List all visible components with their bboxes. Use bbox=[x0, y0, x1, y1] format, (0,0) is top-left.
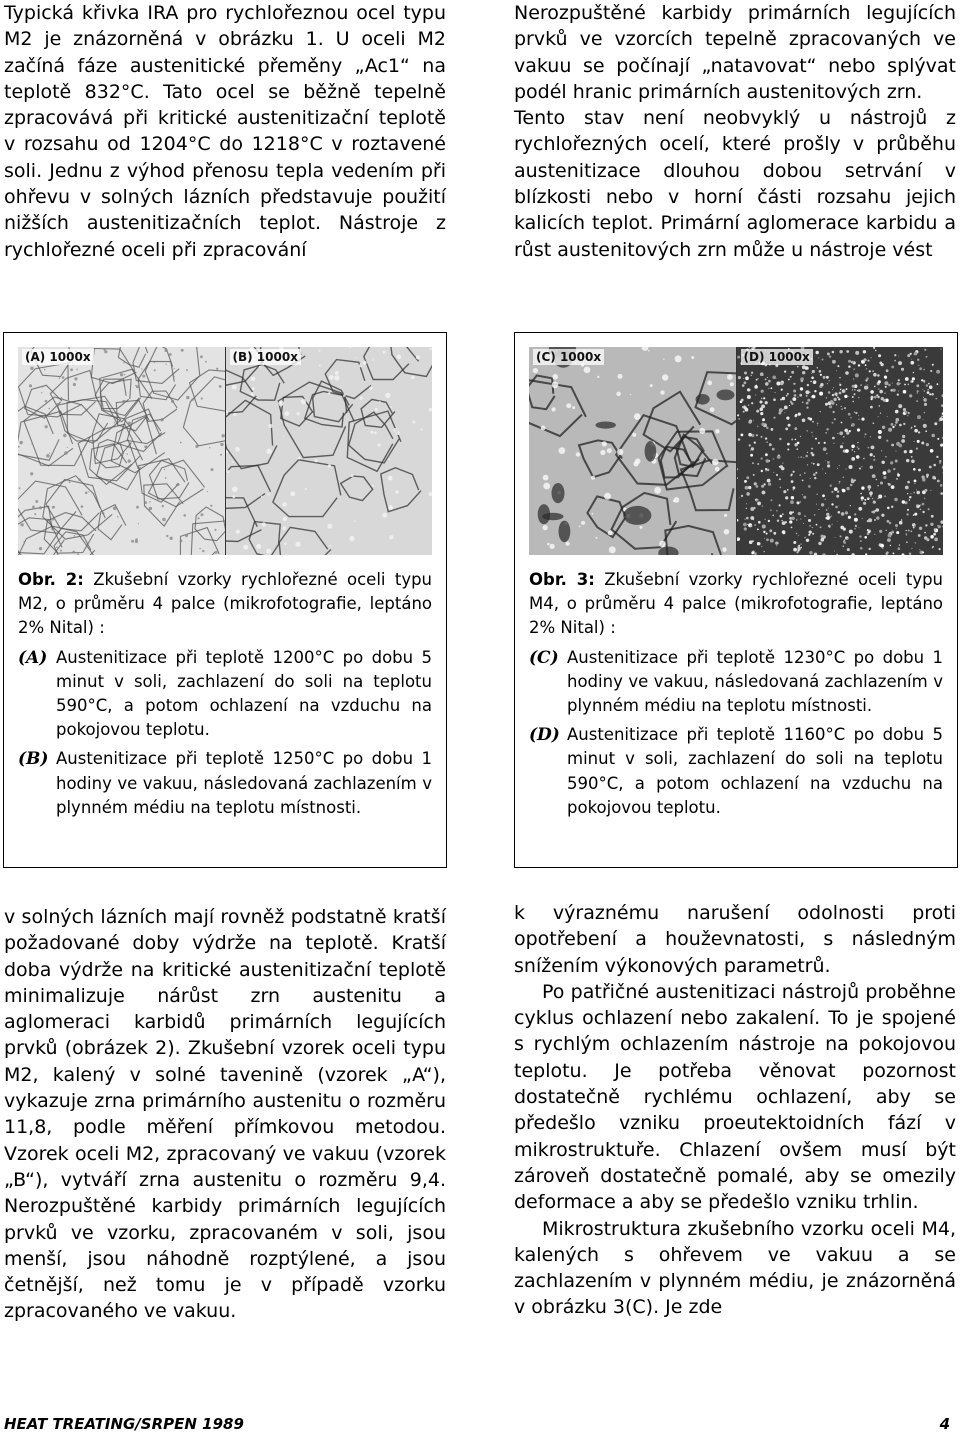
body-paragraph: Mikrostruktura zkušebního vzorku oceli M4, kalených s ohřevem ve vakuu a se zachlazením v plynném médiu, je znázorněná v obrázku 3(C). Je zde bbox=[514, 1217, 956, 1319]
caption-item-b bbox=[18, 747, 432, 820]
body-paragraph: Tento stav není neobvyklý u nástrojů z rychlořezných ocelí, které prošly v průběhu austenitizace dlouhou dobou setrvání v blízkosti nebo v horní části rozsahu jejich kalicích teplot. Primární aglomerace karbidu a růst austenitových zrn může u nástroje vést bbox=[514, 107, 956, 261]
figure-2 bbox=[3, 332, 447, 868]
figure-2-caption bbox=[18, 568, 432, 820]
body-paragraph: k výraznému narušení odolnosti proti opotřebení a houževnatosti, s následným snížením výkonových parametrů. bbox=[514, 902, 956, 977]
caption-item-c bbox=[529, 646, 943, 719]
figure-3 bbox=[514, 332, 958, 868]
caption-item-a bbox=[18, 646, 432, 743]
right-column-top bbox=[514, 0, 956, 263]
caption-item-text: Austenitizace při teplotě 1200°C po dobu 5 minut v soli, zachlazení do soli na teplotu 590°C, a potom ochlazení na vzduchu na pokojovou teplotu. bbox=[56, 647, 432, 740]
caption-item-mark: (A) bbox=[18, 647, 48, 668]
body-paragraph: Nerozpuštěné karbidy primárních legujících prvků ve vzorcích tepelně zpracovaných ve vakuu se počínají „natavovat“ nebo splývat podél hranic primárních austenitových zrn. bbox=[514, 2, 956, 103]
micrograph-a bbox=[18, 347, 225, 555]
micrograph-c-label: (C) 1000x bbox=[533, 349, 604, 365]
caption-item-text: Austenitizace při teplotě 1230°C po dobu 1 hodiny ve vakuu, následovaná zachlazením v plynném médiu na teplotu místnosti. bbox=[567, 647, 943, 716]
journal-name: HEAT TREATING/SRPEN 1989 bbox=[4, 1415, 244, 1433]
page-number: 4 bbox=[939, 1415, 950, 1433]
caption-text: Zkušební vzorky rychlořezné oceli typu M2, o průměru 4 palce (mikrofotografie, leptáno 2% Nital) : bbox=[18, 570, 433, 638]
caption-item-text: Austenitizace při teplotě 1250°C po dobu 1 hodiny ve vakuu, následovaná zachlazením v plynném médiu na teplotu místnosti. bbox=[56, 749, 432, 817]
body-paragraph: Typická křivka IRA pro rychlořeznou ocel typu M2 je znázorněná v obrázku 1. U oceli M2 začíná fáze austenitické přeměny „Ac1“ na teplotě 832°C. Tato ocel se běžně tepelně zpracovává při kritické austenitizační teplotě v rozsahu od 1204°C do 1218°C v roztavené soli. Jednu z výhod přenosu tepla vedením při ohřevu v solných lázních představuje použití nižších austenitizačních teplot. Nástroje z rychlořezné oceli při zpracování bbox=[4, 2, 446, 261]
caption-number: Obr. 2: bbox=[18, 570, 84, 589]
left-column-bottom bbox=[4, 904, 446, 1325]
micrograph-b-label: (B) 1000x bbox=[230, 349, 301, 365]
caption-item-mark: (D) bbox=[529, 725, 560, 746]
body-paragraph: v solných lázních mají rovněž podstatně kratší požadované doby výdrže na teplotě. Kratší doba výdrže na kritické austenitizační teplotě minimalizuje nárůst zrn austenitu a aglomeraci karbidů primárních legujících prvků (obrázek 2). Zkušební vzorek oceli typu M2, kalený v solné tavenině (vzorek „A“), vykazuje zrna primárního austenitu o rozměru 11,8, podle měření přímkovou metodou. Vzorek oceli M2, zpracovaný ve vakuu (vzorek „B“), vytváří zrna austenitu o rozměru 9,4. Nerozpuštěné karbidy primárních legujících prvků ve vzorku, zpracovaném v soli, jsou menší, jsou náhodně rozptýlené, a jsou četnější, než tomu je v případě vzorku zpracovaného ve vakuu. bbox=[4, 906, 446, 1323]
caption-item-text: Austenitizace při teplotě 1160°C po dobu 5 minut v soli, zachlazení do soli na teplotu 590°C, a potom ochlazení na vzduchu na pokojovou teplotu. bbox=[567, 725, 943, 817]
micrograph-d bbox=[736, 347, 944, 555]
left-column-top bbox=[4, 0, 446, 263]
micrograph-row bbox=[18, 347, 432, 555]
micrograph-a-label: (A) 1000x bbox=[22, 349, 94, 365]
page-footer bbox=[4, 1415, 954, 1437]
micrograph-c bbox=[529, 347, 736, 555]
micrograph-d-label: (D) 1000x bbox=[741, 349, 813, 365]
caption-number: Obr. 3: bbox=[529, 570, 595, 589]
caption-item-mark: (B) bbox=[18, 749, 49, 770]
caption-item-mark: (C) bbox=[529, 647, 559, 668]
caption-head bbox=[529, 568, 943, 641]
micrograph-d-image bbox=[737, 347, 944, 555]
micrograph-b-image bbox=[226, 347, 433, 555]
micrograph-row bbox=[529, 347, 943, 555]
micrograph-b bbox=[225, 347, 433, 555]
caption-item-d bbox=[529, 723, 943, 820]
caption-head bbox=[18, 568, 432, 641]
right-column-bottom bbox=[514, 900, 956, 1321]
micrograph-a-image bbox=[18, 347, 225, 555]
micrograph-c-image bbox=[529, 347, 736, 555]
caption-text: Zkušební vzorky rychlořezné oceli typu M4, o průměru 4 palce (mikrofotografie, leptáno 2% Nital) : bbox=[529, 570, 944, 638]
body-paragraph: Po patřičné austenitizaci nástrojů proběhne cyklus ochlazení nebo zakalení. To je spojené s rychlým ochlazením nástroje na pokojovou teplotu. Je potřeba věnovat pozornost dostatečně rychlému ochlazení, aby se předešlo vzniku proeutektoidních fází v mikrostruktuře. Chlazení ovšem musí být zároveň dostatečně pomalé, aby se omezily deformace a aby se předešlo vzniku trhlin. bbox=[514, 980, 956, 1214]
figure-3-caption bbox=[529, 568, 943, 820]
